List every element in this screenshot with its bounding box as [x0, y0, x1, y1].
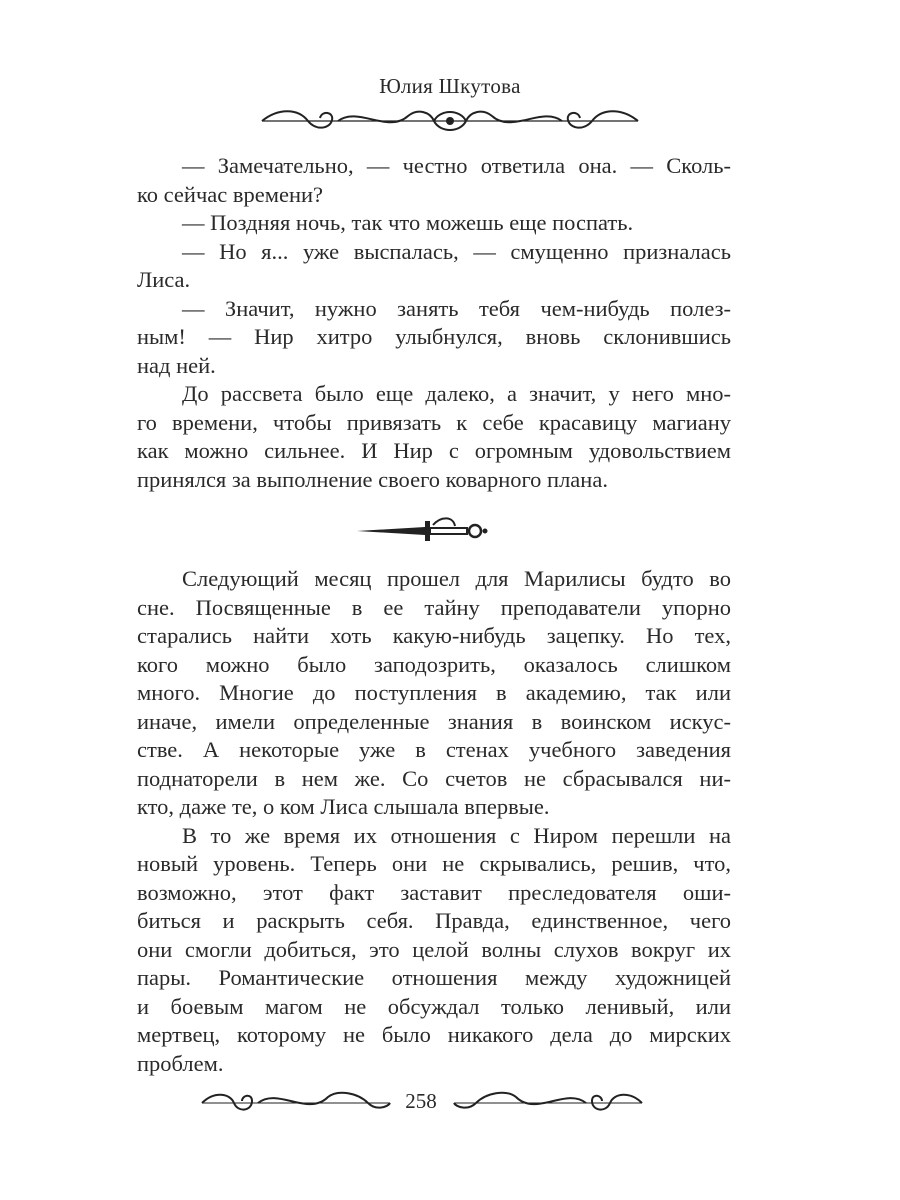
text-line: новый уровень. Теперь они не скрывались, решив, что,	[137, 851, 731, 876]
running-header-author: Юлия Шкутова	[379, 74, 521, 98]
text-line: го времени, чтобы привязать к себе красавицу магиану	[137, 409, 731, 435]
text-section-2	[137, 565, 731, 1078]
page-footer	[0, 1083, 900, 1123]
text-line: пары. Романтические отношения между художницей	[137, 965, 731, 990]
footer-ornament-left-icon	[198, 1087, 394, 1119]
text-line: кто, даже те, о ком Лиса слышала впервые.	[137, 794, 550, 819]
text-line: они смогли добиться, это целой волны слухов вокруг их	[137, 936, 731, 962]
paragraph	[137, 295, 731, 381]
text-line: старались найти хоть какую-нибудь зацепку. Но тех,	[137, 623, 731, 648]
text-line: Следующий месяц прошел для Марилисы будто во	[182, 566, 731, 591]
text-line: мертвец, которому не было никакого дела до мирских	[137, 1022, 731, 1047]
text-line: над ней.	[137, 352, 216, 378]
text-line: иначе, имели определенные знания в воинском искус-	[137, 708, 731, 734]
paragraph	[137, 238, 731, 295]
text-line: и боевым магом не обсуждал только ленивый, или	[137, 993, 731, 1019]
text-line: В то же время их отношения с Ниром перешли на	[182, 822, 731, 848]
header-ornament-icon	[258, 104, 642, 138]
text-line: возможно, этот факт заставит преследователя оши-	[137, 879, 731, 905]
text-line: сне. Посвященные в ее тайну преподаватели упорно	[137, 594, 731, 620]
text-line: как можно сильнее. И Нир с огромным удовольствием	[137, 438, 731, 463]
text-line: — Но я... уже выспалась, — смущенно призналась	[182, 238, 731, 264]
text-line: стве. А некоторые уже в стенах учебного заведения	[137, 737, 731, 762]
paragraph	[137, 565, 731, 822]
text-line: ным! — Нир хитро улыбнулся, вновь склонившись	[137, 324, 731, 349]
text-line: принялся за выполнение своего коварного плана.	[137, 466, 608, 492]
paragraph	[137, 380, 731, 494]
dagger-divider-icon	[355, 516, 490, 546]
paragraph	[137, 209, 731, 238]
text-section-1	[137, 152, 731, 494]
text-line: До рассвета было еще далеко, а значит, у него мно-	[182, 381, 731, 406]
text-line: — Поздняя ночь, так что можешь еще поспать.	[182, 210, 634, 235]
text-line: ко сейчас времени?	[137, 181, 324, 207]
footer-ornament-right-icon	[450, 1087, 646, 1119]
text-line: проблем.	[137, 1050, 224, 1076]
paragraph	[137, 152, 731, 209]
page-number: 258	[405, 1089, 437, 1113]
text-line: много. Многие до поступления в академию, так или	[137, 680, 731, 705]
paragraph	[137, 822, 731, 1079]
text-line: поднаторели в нем же. Со счетов не сбрасывался ни-	[137, 765, 731, 791]
text-line: — Значит, нужно занять тебя чем-нибудь полез-	[182, 295, 731, 321]
text-line: биться и раскрыть себя. Правда, единственное, чего	[137, 908, 731, 933]
text-line: Лиса.	[137, 267, 191, 292]
text-line: — Замечательно, — честно ответила она. — Сколь-	[182, 153, 731, 178]
text-line: кого можно было заподозрить, оказалось слишком	[137, 651, 731, 677]
